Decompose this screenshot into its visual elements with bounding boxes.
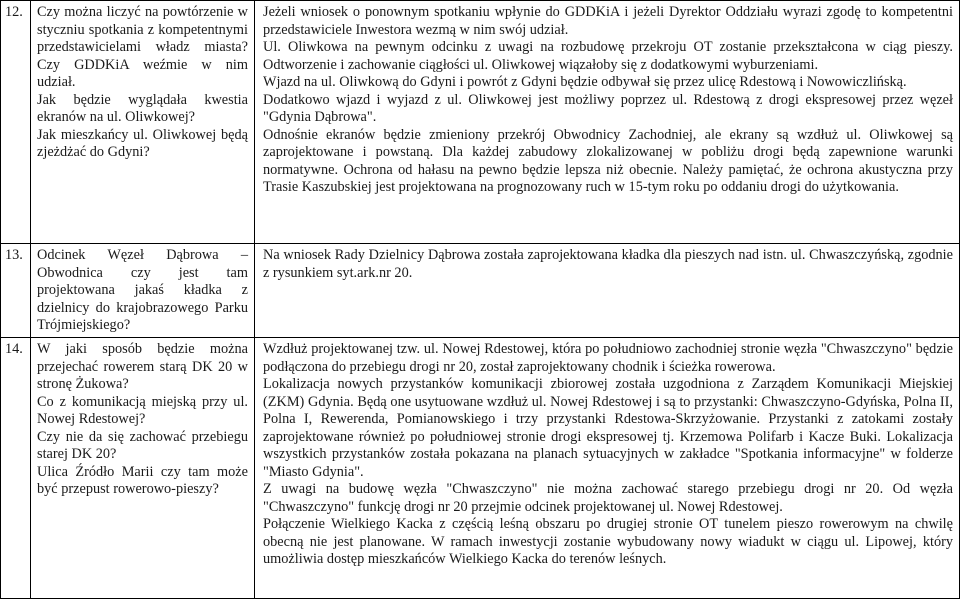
question-text: Czy można liczyć na powtórzenie w styczniu spotkania z kompetentnymi przedstawicielami władz miasta? Czy GDDKiA weźmie w nim udział. xyxy=(37,4,248,90)
answer-text: Dodatkowo wjazd i wyjazd z ul. Oliwkowej jest możliwy poprzez ul. Rdestową z drogi ekspresowej przez węzeł "Gdynia Dąbrowa". xyxy=(263,91,953,125)
question-cell xyxy=(31,244,255,338)
answer-text: Wjazd na ul. Oliwkową do Gdyni i powrót z Gdyni będzie odbywał się przez ulicę Rdestową i Nowowiczlińską. xyxy=(263,74,907,90)
answer-cell xyxy=(255,1,960,244)
question-text: Jak będzie wyglądała kwestia ekranów na ul. Oliwkowej? xyxy=(37,91,248,125)
question-text: Jak mieszkańcy ul. Oliwkowej będą zjeżdżać do Gdyni? xyxy=(37,126,248,160)
row-number: 13. xyxy=(1,244,31,338)
row-number: 14. xyxy=(1,338,31,599)
answer-cell xyxy=(255,244,960,338)
answer-text: Na wniosek Rady Dzielnicy Dąbrowa została zaprojektowana kładka dla pieszych nad istn. ul. Chwaszczyńską, zgodnie z rysunkiem syt.ark.nr 20. xyxy=(263,247,953,281)
question-cell xyxy=(31,338,255,599)
question-text: Co z komunikacją miejską przy ul. Nowej Rdestowej? xyxy=(37,393,248,427)
row-number: 12. xyxy=(1,1,31,244)
answer-text: Z uwagi na budowę węzła "Chwaszczyno" nie można zachować starego przebiegu drogi nr 20. Od węzła "Chwaszczyno" funkcję drogi nr 20 przejmie odcinek projektowanej ul. Nowej Rdestowej. xyxy=(263,481,953,515)
answer-text: Połączenie Wielkiego Kacka z częścią leśną obszaru po drugiej stronie OT tunelem pieszo rowerowym na chwilę obecną nie jest planowane. W ramach inwestycji zostanie wybudowany nowy wiadukt w ciągu ul. Lipowej, który umożliwia dostęp mieszkańców Wielkiego Kacka do terenów leśnych. xyxy=(263,516,953,567)
question-cell xyxy=(31,1,255,244)
question-text: W jaki sposób będzie można przejechać rowerem starą DK 20 w stronę Żukowa? xyxy=(37,341,248,392)
answer-text: Lokalizacja nowych przystanków komunikacji zbiorowej została uzgodniona z Zarządem Komunikacji Miejskiej (ZKM) Gdynia. Będą one usytuowane wzdłuż ul. Nowej Rdestowej i są to przystanki: Chwaszczyno-Gdyńska, Polna II, Polna I, Rewerenda, Pomianowskiego i trzy przystanki Rdestowa-Skrzyżowanie. Przystanki z zatokami zostały zaprojektowane również po południowej stronie drogi ekspresowej tj. Krzemowa Polifarb i Kacze Buki. Lokalizacja wszystkich przystanków została pokazana na planach sytuacyjnych w zakładce "Spotkania informacyjne" w folderze "Miasto Gdynia". xyxy=(263,376,953,480)
answer-text: Odnośnie ekranów będzie zmieniony przekrój Obwodnicy Zachodniej, ale ekrany są wzdłuż ul. Oliwkowej są zaprojektowane i powstaną. Dla każdej zabudowy zlokalizowanej w pobliżu drogi będą zapewnione warunki normatywne. Ochrona od hałasu na pewno będzie lepsza niż obecnie. Należy pamiętać, że ochrona akustyczna przy Trasie Kaszubskiej jest projektowana na prognozowany ruch w 15-tym roku po oddaniu drogi do użytkowania. xyxy=(263,126,953,195)
question-text: Odcinek Węzeł Dąbrowa – Obwodnica czy jest tam projektowana jakaś kładka z dzielnicy do krajobrazowego Parku Trójmiejskiego? xyxy=(37,247,248,333)
answer-text: Ul. Oliwkowa na pewnym odcinku z uwagi na rozbudowę przekroju OT zostanie przekształcona w ciąg pieszy. Odtworzenie i zachowanie ciągłości ul. Oliwkowej wiązałoby się z dodatkowymi wyburzeniami. xyxy=(263,39,953,73)
table-row xyxy=(1,338,960,599)
answer-text: Jeżeli wniosek o ponownym spotkaniu wpłynie do GDDKiA i jeżeli Dyrektor Oddziału wyrazi zgodę to kompetentni przedstawiciele Inwestora wezmą w nim swój udział. xyxy=(263,4,953,38)
answer-cell xyxy=(255,338,960,599)
question-text: Ulica Źródło Marii czy tam może być przepust rowerowo-pieszy? xyxy=(37,463,248,497)
answer-text: Wzdłuż projektowanej tzw. ul. Nowej Rdestowej, która po południowo zachodniej stronie węzła "Chwaszczyno" będzie podłączona do przebiegu drogi nr 20, został zaprojektowany chodnik i ścieżka rowerowa. xyxy=(263,341,953,375)
question-text: Czy nie da się zachować przebiegu starej DK 20? xyxy=(37,428,248,462)
table-row xyxy=(1,244,960,338)
table-row xyxy=(1,1,960,244)
